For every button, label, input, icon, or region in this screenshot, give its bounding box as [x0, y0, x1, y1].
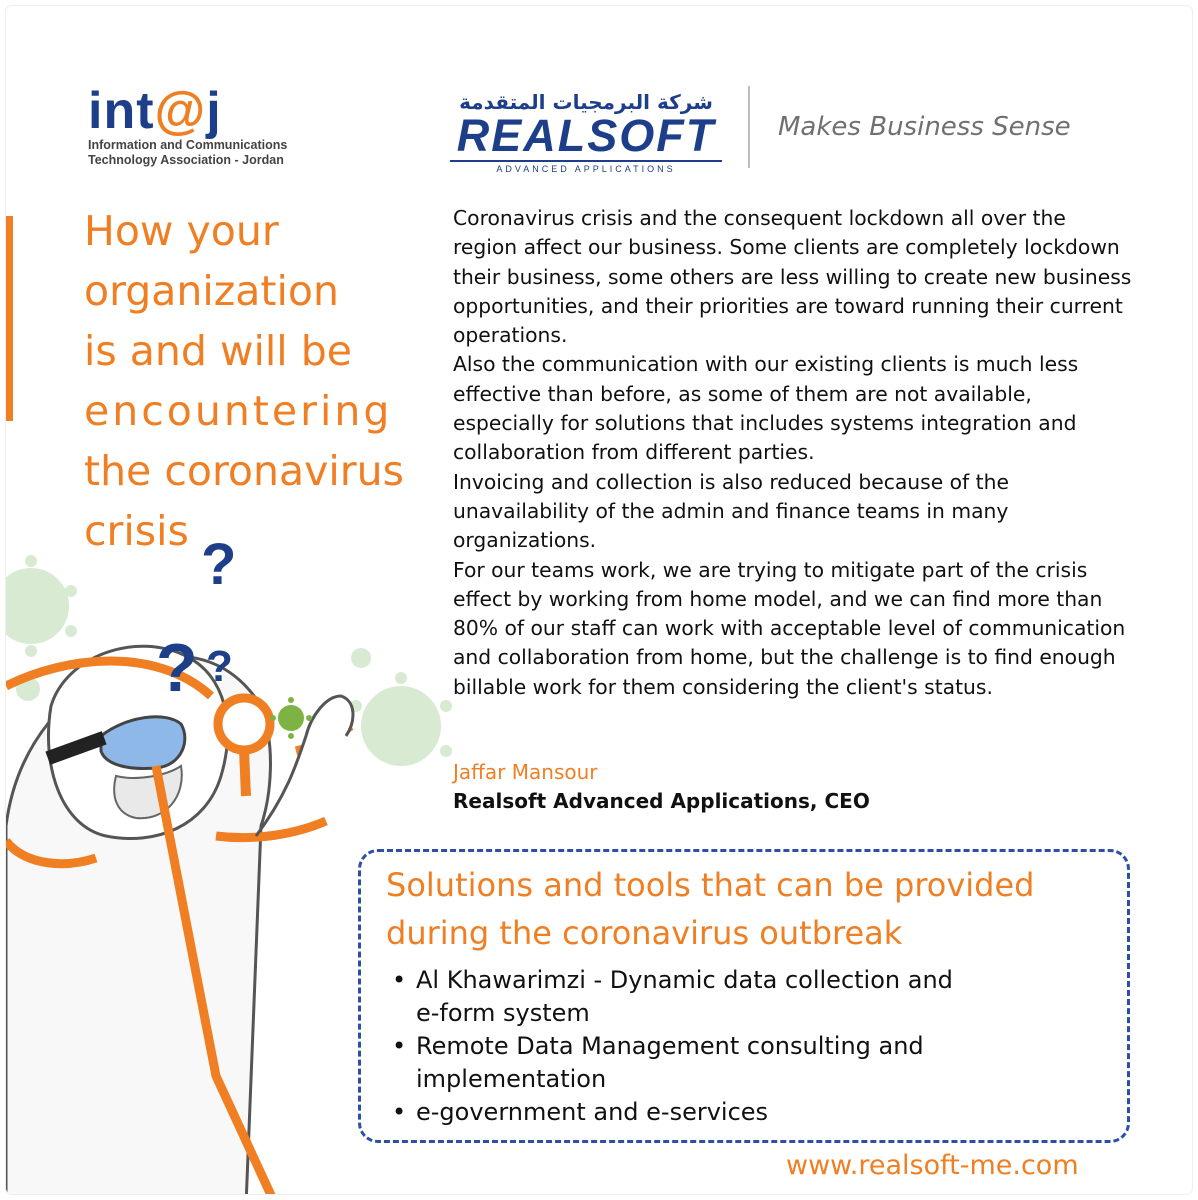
- realsoft-arabic-name: شركة البرمجيات المتقدمة: [459, 90, 713, 114]
- solutions-title-line: Solutions and tools that can be provided: [386, 866, 1035, 904]
- question-mark-icon: ?: [201, 532, 237, 597]
- bullet-icon: •: [392, 1032, 407, 1060]
- list-item: [392, 1030, 1112, 1096]
- body-paragraph: For our teams work, we are trying to mitigate part of the crisis effect by working from home model, and we can find more than 80% of our staff can work with acceptable level of communication and collaboration from home, but the challenge is to find enough billable work for them considering the client's status.: [453, 557, 1126, 699]
- headline: [84, 201, 424, 561]
- virus-icon: [350, 672, 452, 766]
- author-name: Jaffar Mansour: [453, 760, 598, 784]
- tagline: Makes Business Sense: [778, 112, 1071, 142]
- question-mark-icon: ?: [156, 630, 198, 706]
- body-text: [453, 204, 1133, 702]
- intaj-logo: [88, 84, 298, 168]
- virus-icon: [351, 648, 371, 668]
- list-item-text: Al Khawarimzi - Dynamic data collection and e-form system: [416, 966, 953, 1027]
- poster-frame: [6, 6, 1192, 1194]
- headline-line: organization: [84, 267, 339, 315]
- list-item-text: e-government and e-services: [416, 1098, 769, 1126]
- intaj-subtitle-line1: Information and Communications: [88, 138, 288, 152]
- headline-line: the coronavirus: [84, 447, 404, 495]
- bullet-icon: •: [392, 966, 407, 994]
- headline-line: is and will be: [84, 327, 352, 375]
- bullet-icon: •: [392, 1098, 407, 1126]
- question-mark-icon: ?: [206, 642, 233, 691]
- website-link[interactable]: www.realsoft-me.com: [786, 1150, 1079, 1181]
- body-paragraph: Also the communication with our existing clients is much less effective than before, as some of them are not available, especially for solutions that includes systems integration and collaboration from different parties.: [453, 352, 1079, 465]
- logo-divider: [748, 86, 750, 168]
- intaj-wordmark: int@j: [88, 82, 222, 140]
- author-title: Realsoft Advanced Applications, CEO: [453, 789, 870, 813]
- list-item-text: Remote Data Management consulting and implementation: [416, 1032, 924, 1093]
- list-item: [392, 964, 1112, 1030]
- body-paragraph: Invoicing and collection is also reduced because of the unavailability of the admin and finance teams in many organizations.: [453, 469, 1009, 553]
- headline-line: How your: [84, 207, 279, 255]
- body-paragraph: Coronavirus crisis and the consequent lockdown all over the region affect our business. Some clients are completely lockdown their business, some others are less willing to create new business opportunities, and their priorities are toward running their current operations.: [453, 206, 1132, 348]
- solutions-title: [386, 861, 1106, 957]
- intaj-subtitle-line2: Technology Association - Jordan: [88, 153, 284, 167]
- realsoft-subtitle: ADVANCED APPLICATIONS: [496, 164, 676, 174]
- realsoft-wordmark: REALSOFT: [450, 114, 722, 162]
- realsoft-logo: [450, 90, 722, 176]
- solutions-title-line: during the coronavirus outbreak: [386, 914, 903, 952]
- headline-line: crisis: [84, 507, 189, 555]
- accent-bar: [6, 216, 13, 421]
- list-item: [392, 1096, 1112, 1129]
- headline-line: encountering: [84, 387, 393, 435]
- solutions-list: [392, 964, 1112, 1129]
- virus-icon: [6, 555, 77, 657]
